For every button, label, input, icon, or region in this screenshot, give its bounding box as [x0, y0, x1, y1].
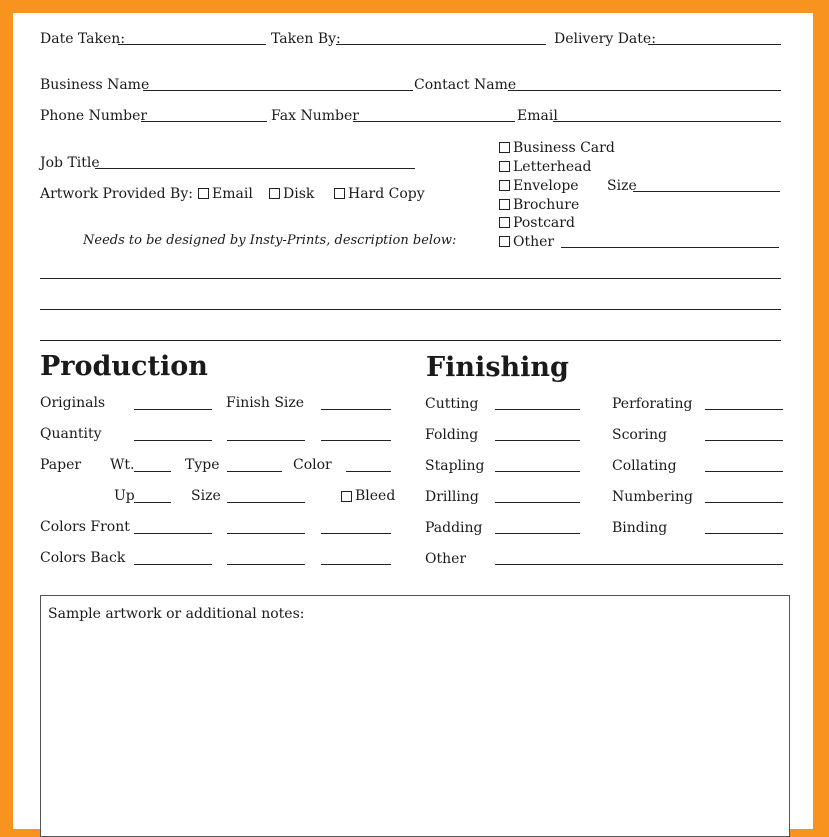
- cutting-label: Cutting: [425, 396, 479, 412]
- email-label: Email: [517, 108, 558, 124]
- numbering-label: Numbering: [612, 489, 693, 505]
- brochure-checkbox[interactable]: [499, 199, 510, 210]
- quantity-field-3[interactable]: [321, 440, 391, 441]
- finishing-heading: Finishing: [426, 352, 569, 383]
- disk-option-label: Disk: [283, 186, 315, 202]
- quantity-field-2[interactable]: [227, 440, 305, 441]
- description-line-1[interactable]: [40, 278, 781, 279]
- hard-copy-option-label: Hard Copy: [348, 186, 425, 202]
- notes-area[interactable]: [40, 595, 790, 837]
- fax-number-label: Fax Number: [271, 108, 359, 124]
- perforating-label: Perforating: [612, 396, 693, 412]
- disk-checkbox[interactable]: [269, 188, 280, 199]
- colors-front-field-2[interactable]: [227, 533, 305, 534]
- paper-label: Paper: [40, 457, 82, 473]
- padding-field[interactable]: [495, 533, 580, 534]
- folding-field[interactable]: [495, 440, 580, 441]
- up-label: Up: [114, 488, 135, 504]
- other-type-checkbox[interactable]: [499, 236, 510, 247]
- colors-front-field-3[interactable]: [321, 533, 391, 534]
- production-heading: Production: [40, 351, 208, 382]
- wt-field[interactable]: [134, 471, 171, 472]
- taken-by-field[interactable]: [336, 44, 546, 45]
- quantity-label: Quantity: [40, 426, 102, 442]
- colors-back-field-3[interactable]: [321, 564, 391, 565]
- binding-label: Binding: [612, 520, 668, 536]
- color-label: Color: [293, 457, 332, 473]
- email-option-label: Email: [212, 186, 253, 202]
- stapling-label: Stapling: [425, 458, 485, 474]
- colors-front-label: Colors Front: [40, 519, 130, 535]
- bleed-label: Bleed: [355, 488, 396, 504]
- drilling-label: Drilling: [425, 489, 479, 505]
- color-field[interactable]: [346, 471, 391, 472]
- size-prod-label: Size: [191, 488, 221, 504]
- up-field[interactable]: [134, 502, 171, 503]
- fax-number-field[interactable]: [353, 121, 515, 122]
- envelope-checkbox[interactable]: [499, 180, 510, 191]
- brochure-label: Brochure: [513, 197, 580, 213]
- phone-number-field[interactable]: [141, 121, 267, 122]
- job-title-field[interactable]: [95, 168, 415, 169]
- date-taken-label: Date Taken:: [40, 31, 126, 47]
- folding-label: Folding: [425, 427, 479, 443]
- binding-field[interactable]: [705, 533, 783, 534]
- email-field[interactable]: [553, 121, 781, 122]
- scoring-label: Scoring: [612, 427, 668, 443]
- job-title-label: Job Title: [40, 155, 100, 171]
- business-name-label: Business Name: [40, 77, 150, 93]
- design-note: Needs to be designed by Insty-Prints, description below:: [83, 233, 457, 248]
- business-card-checkbox[interactable]: [499, 142, 510, 153]
- colors-back-label: Colors Back: [40, 550, 126, 566]
- type-label: Type: [185, 457, 220, 473]
- size-field[interactable]: [633, 191, 780, 192]
- other-finishing-label: Other: [425, 551, 467, 567]
- other-type-field[interactable]: [561, 247, 779, 248]
- type-field[interactable]: [227, 471, 282, 472]
- description-line-2[interactable]: [40, 309, 781, 310]
- cutting-field[interactable]: [495, 409, 580, 410]
- finish-size-field[interactable]: [321, 409, 391, 410]
- artwork-provided-label: Artwork Provided By:: [40, 186, 193, 202]
- drilling-field[interactable]: [495, 502, 580, 503]
- envelope-label: Envelope: [513, 178, 579, 194]
- finish-size-label: Finish Size: [226, 395, 305, 411]
- other-finishing-field[interactable]: [495, 564, 783, 565]
- letterhead-checkbox[interactable]: [499, 161, 510, 172]
- quantity-field-1[interactable]: [134, 440, 212, 441]
- phone-number-label: Phone Number: [40, 108, 148, 124]
- postcard-checkbox[interactable]: [499, 217, 510, 228]
- colors-back-field-1[interactable]: [134, 564, 212, 565]
- size-prod-field[interactable]: [227, 502, 305, 503]
- delivery-date-label: Delivery Date:: [554, 31, 656, 47]
- delivery-date-field[interactable]: [648, 44, 781, 45]
- order-form-page: [13, 13, 813, 829]
- postcard-label: Postcard: [513, 215, 575, 231]
- bleed-checkbox[interactable]: [341, 491, 352, 502]
- scoring-field[interactable]: [705, 440, 783, 441]
- originals-field[interactable]: [134, 409, 212, 410]
- collating-field[interactable]: [705, 471, 783, 472]
- colors-front-field-1[interactable]: [134, 533, 212, 534]
- perforating-field[interactable]: [705, 409, 783, 410]
- date-taken-field[interactable]: [118, 44, 266, 45]
- wt-label: Wt.: [110, 457, 135, 473]
- numbering-field[interactable]: [705, 502, 783, 503]
- other-type-label: Other: [513, 234, 555, 250]
- description-line-3[interactable]: [40, 340, 781, 341]
- size-label: Size: [607, 178, 637, 194]
- notes-label: Sample artwork or additional notes:: [48, 606, 305, 622]
- letterhead-label: Letterhead: [513, 159, 592, 175]
- stapling-field[interactable]: [495, 471, 580, 472]
- contact-name-label: Contact Name: [414, 77, 517, 93]
- taken-by-label: Taken By:: [271, 31, 341, 47]
- hard-copy-checkbox[interactable]: [334, 188, 345, 199]
- business-name-field[interactable]: [143, 90, 413, 91]
- originals-label: Originals: [40, 395, 106, 411]
- contact-name-field[interactable]: [508, 90, 781, 91]
- email-checkbox[interactable]: [198, 188, 209, 199]
- colors-back-field-2[interactable]: [227, 564, 305, 565]
- padding-label: Padding: [425, 520, 483, 536]
- collating-label: Collating: [612, 458, 677, 474]
- business-card-label: Business Card: [513, 140, 615, 156]
